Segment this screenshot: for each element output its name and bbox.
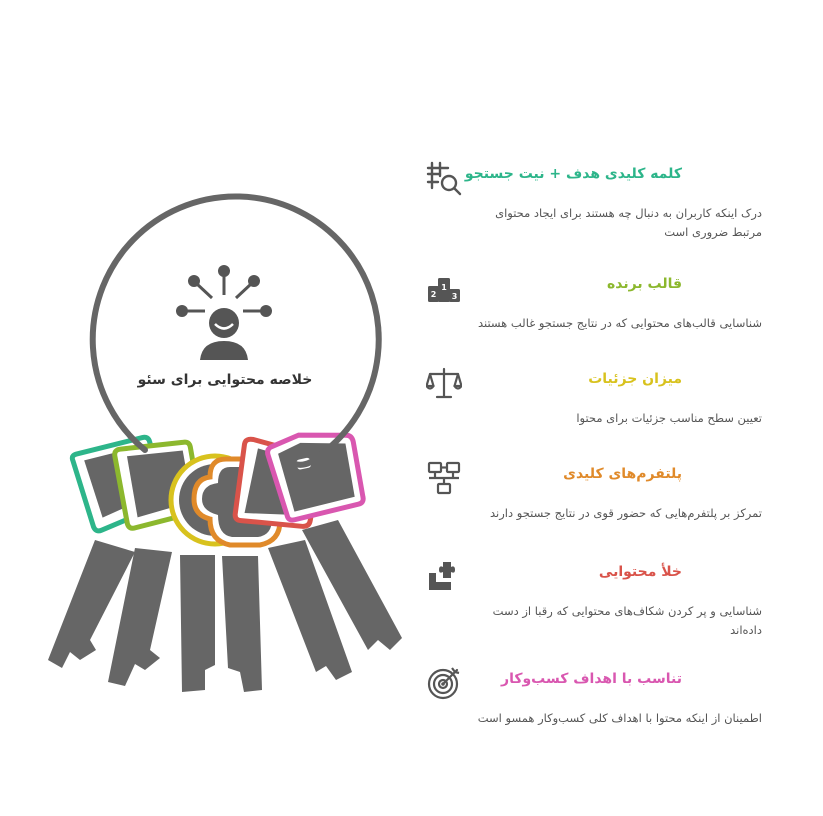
keyword-search-icon	[426, 160, 462, 196]
keys	[48, 424, 402, 692]
item-title: میزان جزئیات	[588, 371, 682, 387]
center-title: خلاصه محتوایی برای سئو	[137, 372, 313, 388]
item-title: پلتفرم‌های کلیدی	[563, 466, 682, 482]
item-description: اطمینان از اینکه محتوا با اهداف کلی کسب‌وکار همسو است	[477, 711, 762, 725]
svg-text:1: 1	[441, 283, 447, 292]
svg-text:2: 2	[430, 290, 437, 299]
item-title: کلمه کلیدی هدف + نیت جستجو	[464, 166, 682, 182]
item-title: قالب برنده	[607, 276, 682, 292]
key-4-blade	[222, 556, 262, 692]
balance-scale-icon	[426, 365, 462, 401]
key-6	[265, 424, 402, 650]
item-title: خلأ محتوایی	[598, 564, 682, 580]
item-description: شناسایی و پر کردن شکاف‌های محتوایی که رقبا از دست داده‌اند	[492, 604, 762, 637]
item-description: درک اینکه کاربران به دنبال چه هستند برای ایجاد محتوای مرتبط ضروری است	[495, 206, 762, 239]
target-icon	[426, 665, 462, 701]
key-3-blade	[180, 555, 215, 692]
svg-text:3: 3	[451, 292, 458, 301]
item-description: تعیین سطح مناسب جزئیات برای محتوا	[576, 411, 762, 425]
person-network-icon	[176, 265, 272, 360]
item-title: تناسب با اهداف کسب‌وکار	[501, 671, 682, 687]
platform-network-icon	[426, 460, 462, 496]
item-description: تمرکز بر پلتفرم‌هایی که حضور قوی در نتایج جستجو دارند	[489, 506, 762, 520]
item-description: شناسایی قالب‌های محتوایی که در نتایج جستجو غالب هستند	[477, 316, 762, 330]
podium-icon	[426, 270, 462, 306]
gap-puzzle-icon	[426, 558, 462, 594]
